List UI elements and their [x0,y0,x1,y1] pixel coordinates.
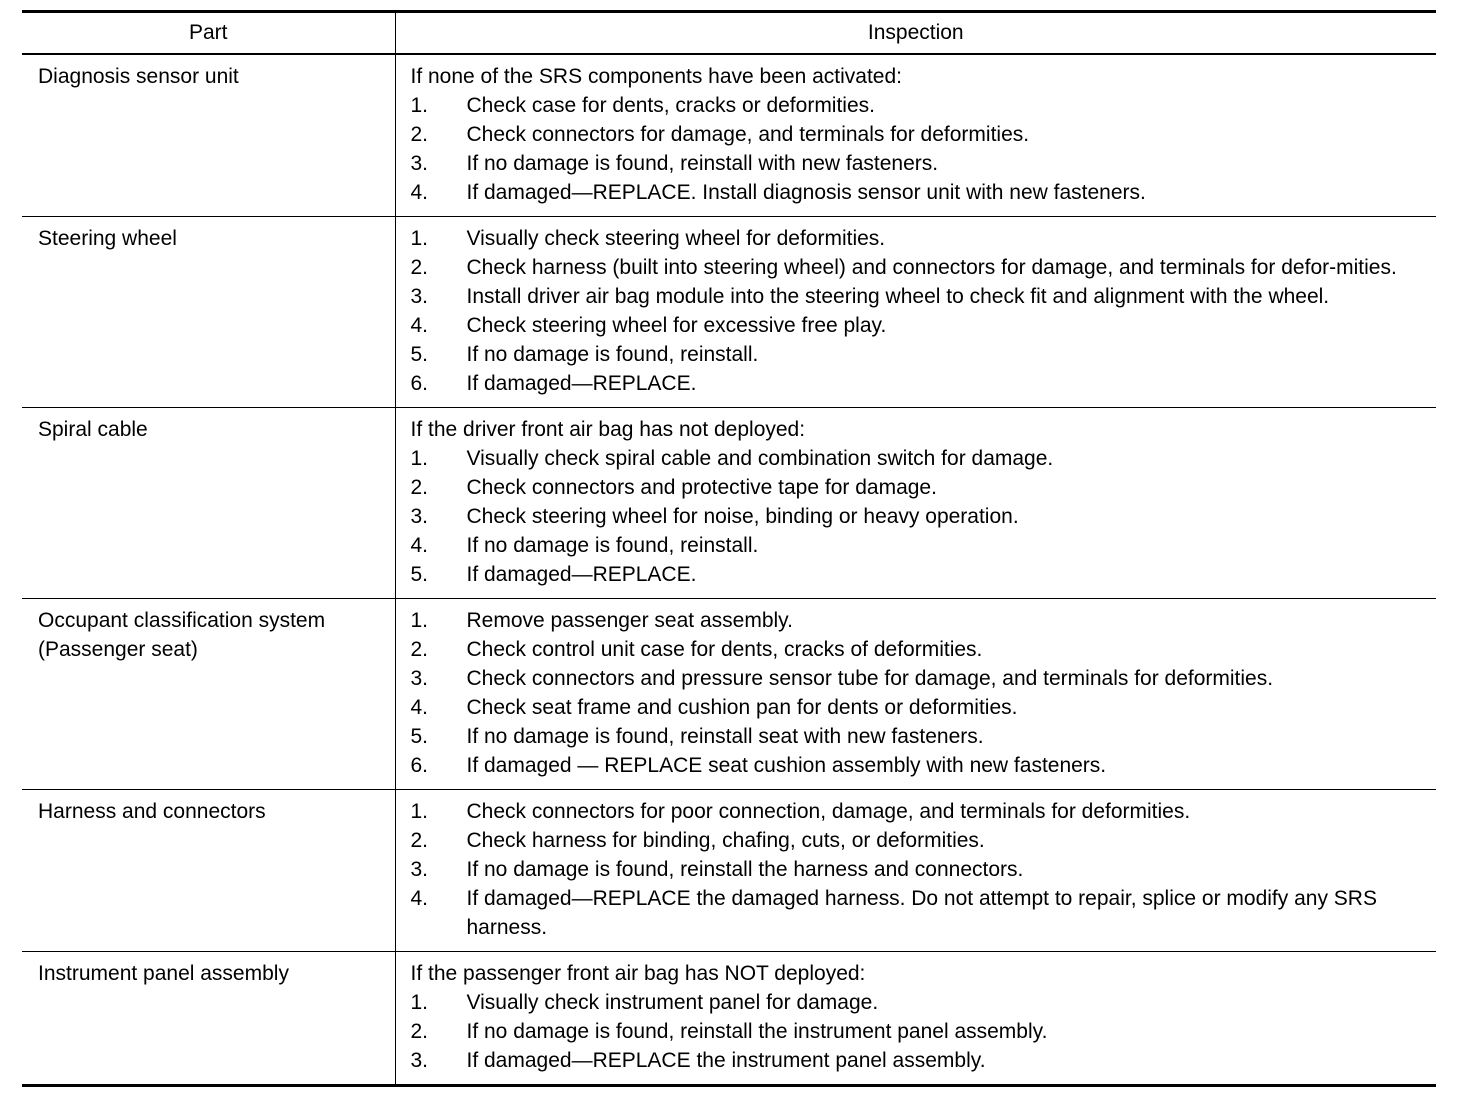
inspection-steps-list [411,606,1431,780]
step-number: 5. [410,725,429,748]
step-text: Check harness (built into steering wheel) and connectors for damage, and terminals for defor-mities. [466,256,1397,279]
table-row [22,952,1436,1086]
inspection-step [411,664,1431,693]
inspection-step [411,1046,1431,1075]
step-text: If no damage is found, reinstall. [466,534,759,557]
step-number: 3. [410,505,429,528]
step-number: 6. [410,754,429,777]
inspection-step [411,693,1431,722]
inspection-step [411,797,1431,826]
step-text: If damaged — REPLACE seat cushion assembly with new fasteners. [466,754,1107,777]
step-number: 2. [410,1020,429,1043]
inspection-steps-list [411,988,1431,1075]
table-row [22,217,1436,408]
inspection-cell [395,952,1436,1086]
step-text: Visually check spiral cable and combination switch for damage. [466,447,1054,470]
inspection-step [411,826,1431,855]
inspection-step [411,311,1431,340]
inspection-step [411,531,1431,560]
inspection-intro: If the passenger front air bag has NOT deployed: [410,962,866,985]
part-cell: Instrument panel assembly [22,952,395,1086]
column-header-inspection: Inspection [395,12,1436,55]
table-header-row [22,12,1436,55]
inspection-steps-list [411,91,1431,207]
inspection-intro: If none of the SRS components have been activated: [410,65,902,88]
part-cell: Diagnosis sensor unit [22,54,395,217]
inspection-table-container [22,10,1436,1087]
step-text: If damaged—REPLACE the instrument panel assembly. [466,1049,986,1072]
step-text: Install driver air bag module into the steering wheel to check fit and alignment with the wheel. [466,285,1330,308]
table-row [22,790,1436,952]
step-number: 1. [410,800,429,823]
inspection-table [22,10,1436,1087]
step-number: 4. [410,181,429,204]
inspection-cell [395,54,1436,217]
column-header-part: Part [22,12,395,55]
inspection-cell [395,599,1436,790]
inspection-step [411,340,1431,369]
step-text: Check case for dents, cracks or deformities. [466,94,875,117]
inspection-step [411,988,1431,1017]
step-text: Check connectors and protective tape for damage. [466,476,937,499]
inspection-step [411,751,1431,780]
step-number: 3. [410,152,429,175]
inspection-step [411,722,1431,751]
step-number: 1. [410,227,429,250]
step-text: If no damage is found, reinstall seat with new fasteners. [466,725,984,748]
step-number: 5. [410,343,429,366]
step-number: 2. [410,476,429,499]
step-number: 4. [410,696,429,719]
step-text: If damaged—REPLACE. [466,372,697,395]
inspection-step [411,502,1431,531]
step-text: If no damage is found, reinstall. [466,343,759,366]
step-text: Check steering wheel for excessive free play. [466,314,887,337]
step-text: Check control unit case for dents, cracks of deformities. [466,638,983,661]
step-text: Check seat frame and cushion pan for dents or deformities. [466,696,1018,719]
step-number: 2. [410,256,429,279]
step-text: If no damage is found, reinstall the instrument panel assembly. [466,1020,1048,1043]
inspection-step [411,473,1431,502]
step-text: Visually check steering wheel for deformities. [466,227,886,250]
step-text: Check steering wheel for noise, binding or heavy operation. [466,505,1019,528]
inspection-step [411,149,1431,178]
inspection-step [411,120,1431,149]
inspection-step [411,282,1431,311]
step-text: If damaged—REPLACE the damaged harness. Do not attempt to repair, splice or modify any SRS harness. [466,887,1377,939]
step-number: 3. [410,667,429,690]
inspection-step [411,253,1431,282]
step-text: If no damage is found, reinstall the harness and connectors. [466,858,1024,881]
inspection-steps-list [411,224,1431,398]
table-row [22,599,1436,790]
step-text: If damaged—REPLACE. Install diagnosis sensor unit with new fasteners. [466,181,1146,204]
table-row [22,54,1436,217]
inspection-cell [395,790,1436,952]
inspection-step [411,178,1431,207]
step-text: Check connectors for poor connection, damage, and terminals for deformities. [466,800,1191,823]
inspection-step [411,635,1431,664]
inspection-step [411,606,1431,635]
step-number: 6. [410,372,429,395]
inspection-step [411,560,1431,589]
part-cell: Occupant classification system (Passenger seat) [22,599,395,790]
step-text: Check harness for binding, chafing, cuts, or deformities. [466,829,985,852]
inspection-steps-list [411,797,1431,942]
step-number: 2. [410,829,429,852]
step-number: 2. [410,638,429,661]
inspection-step [411,444,1431,473]
step-number: 5. [410,563,429,586]
step-number: 4. [410,314,429,337]
step-number: 4. [410,534,429,557]
inspection-cell [395,217,1436,408]
step-number: 3. [410,1049,429,1072]
inspection-step [411,855,1431,884]
step-text: If no damage is found, reinstall with new fasteners. [466,152,939,175]
part-cell: Harness and connectors [22,790,395,952]
step-number: 4. [410,887,429,910]
step-number: 1. [410,447,429,470]
inspection-cell [395,408,1436,599]
part-cell: Spiral cable [22,408,395,599]
step-number: 3. [410,858,429,881]
step-number: 1. [410,609,429,632]
step-number: 1. [410,94,429,117]
inspection-step [411,369,1431,398]
inspection-step [411,224,1431,253]
step-text: Check connectors and pressure sensor tube for damage, and terminals for deformities. [466,667,1274,690]
step-text: If damaged—REPLACE. [466,563,697,586]
inspection-intro: If the driver front air bag has not deployed: [410,418,806,441]
table-row [22,408,1436,599]
part-cell: Steering wheel [22,217,395,408]
step-text: Visually check instrument panel for damage. [466,991,879,1014]
step-text: Check connectors for damage, and terminals for deformities. [466,123,1030,146]
step-number: 1. [410,991,429,1014]
step-number: 3. [410,285,429,308]
step-number: 2. [410,123,429,146]
inspection-step [411,91,1431,120]
step-text: Remove passenger seat assembly. [466,609,793,632]
inspection-steps-list [411,444,1431,589]
inspection-step [411,884,1431,942]
table-body [22,54,1436,1086]
inspection-step [411,1017,1431,1046]
